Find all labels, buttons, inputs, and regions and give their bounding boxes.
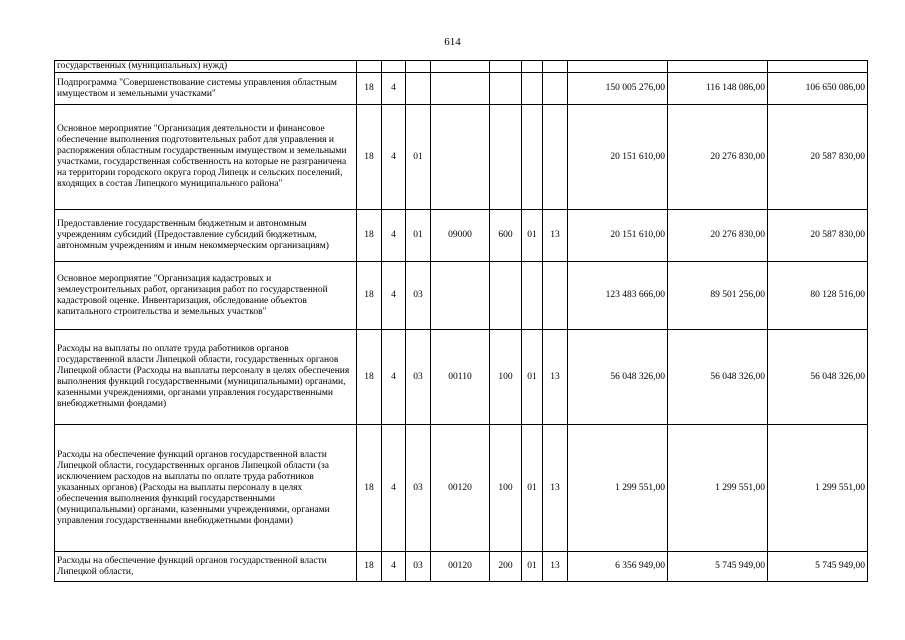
cell-glava: 18: [357, 425, 382, 552]
cell-code-2: 13: [543, 425, 568, 552]
cell-target-article: [431, 61, 490, 73]
cell-expense-type: [490, 262, 522, 330]
cell-code-1: 01: [522, 425, 543, 552]
cell-razdel: 4: [382, 262, 406, 330]
table-row: [55, 330, 868, 425]
cell-razdel: 4: [382, 105, 406, 210]
cell-amount-year-2: 20 276 830,00: [668, 210, 768, 262]
cell-podrazdel: 03: [406, 552, 431, 582]
row-description: Основное мероприятие "Организация кадастровых и землеустроительных работ, организация работ по государственной кадастровой оценке. Инвентаризация, обследование объектов капитального строительства и земельных участков": [55, 262, 357, 330]
cell-code-2: [543, 105, 568, 210]
table-row: [55, 262, 868, 330]
cell-amount-year-1: [568, 61, 668, 73]
cell-amount-year-2: 116 148 086,00: [668, 73, 768, 105]
cell-expense-type: 200: [490, 552, 522, 582]
table-row: [55, 552, 868, 582]
cell-expense-type: 100: [490, 330, 522, 425]
cell-podrazdel: 03: [406, 330, 431, 425]
cell-amount-year-2: 1 299 551,00: [668, 425, 768, 552]
cell-glava: 18: [357, 262, 382, 330]
cell-target-article: 00110: [431, 330, 490, 425]
cell-amount-year-3: 20 587 830,00: [768, 210, 868, 262]
table-row: [55, 425, 868, 552]
cell-target-article: 00120: [431, 425, 490, 552]
cell-amount-year-1: 56 048 326,00: [568, 330, 668, 425]
cell-amount-year-3: 80 128 516,00: [768, 262, 868, 330]
cell-expense-type: [490, 61, 522, 73]
row-description: государственных (муниципальных) нужд): [55, 61, 357, 73]
cell-code-1: [522, 61, 543, 73]
cell-razdel: 4: [382, 330, 406, 425]
cell-razdel: 4: [382, 425, 406, 552]
cell-code-1: [522, 73, 543, 105]
budget-table: [54, 60, 868, 582]
cell-code-1: 01: [522, 552, 543, 582]
cell-glava: 18: [357, 552, 382, 582]
table-row: [55, 73, 868, 105]
cell-amount-year-1: 20 151 610,00: [568, 105, 668, 210]
cell-amount-year-3: 106 650 086,00: [768, 73, 868, 105]
cell-podrazdel: 03: [406, 425, 431, 552]
cell-code-2: 13: [543, 552, 568, 582]
row-description: Расходы на обеспечение функций органов государственной власти Липецкой области, государственных органов Липецкой области (за исключением расходов на выплаты по оплате труда работников указанных органов) (Расходы на выплаты персоналу в целях обеспечения выполнения функций государственными (муниципальными) органами, казенными учреждениями, органами управления государственными внебюджетными фондами): [55, 425, 357, 552]
cell-code-2: 13: [543, 330, 568, 425]
cell-amount-year-1: 6 356 949,00: [568, 552, 668, 582]
cell-amount-year-1: 1 299 551,00: [568, 425, 668, 552]
page-number: 614: [444, 36, 461, 48]
cell-target-article: [431, 262, 490, 330]
row-description: Расходы на обеспечение функций органов государственной власти Липецкой области,: [55, 552, 357, 582]
row-description: Основное мероприятие "Организация деятельности и финансовое обеспечение выполнения подготовительных работ для управления и распоряжения областным государственным имуществом и земельными участками, государственная собственность на которые не разграничена на территории городского округа город Липецк и сельских поселений, входящих в состав Липецкого муниципального района": [55, 105, 357, 210]
cell-amount-year-3: 56 048 326,00: [768, 330, 868, 425]
cell-expense-type: [490, 73, 522, 105]
cell-amount-year-3: 20 587 830,00: [768, 105, 868, 210]
cell-code-1: [522, 262, 543, 330]
cell-glava: 18: [357, 330, 382, 425]
cell-target-article: [431, 73, 490, 105]
cell-expense-type: 100: [490, 425, 522, 552]
cell-expense-type: 600: [490, 210, 522, 262]
cell-target-article: 09000: [431, 210, 490, 262]
row-description: Предоставление государственным бюджетным и автономным учреждениям субсидий (Предоставление субсидий бюджетным, автономным учреждениям и иным некоммерческим организациям): [55, 210, 357, 262]
cell-razdel: 4: [382, 73, 406, 105]
cell-glava: 18: [357, 105, 382, 210]
cell-amount-year-1: 150 005 276,00: [568, 73, 668, 105]
cell-amount-year-1: 20 151 610,00: [568, 210, 668, 262]
cell-amount-year-3: [768, 61, 868, 73]
row-description: Подпрограмма "Совершенствование системы управления областным имуществом и земельными участками": [55, 73, 357, 105]
cell-code-1: 01: [522, 210, 543, 262]
cell-razdel: 4: [382, 552, 406, 582]
cell-code-2: [543, 73, 568, 105]
cell-amount-year-2: 20 276 830,00: [668, 105, 768, 210]
cell-amount-year-1: 123 483 666,00: [568, 262, 668, 330]
cell-razdel: [382, 61, 406, 73]
cell-razdel: 4: [382, 210, 406, 262]
cell-code-2: [543, 262, 568, 330]
cell-amount-year-2: 89 501 256,00: [668, 262, 768, 330]
cell-podrazdel: 01: [406, 105, 431, 210]
cell-amount-year-2: [668, 61, 768, 73]
cell-amount-year-2: 56 048 326,00: [668, 330, 768, 425]
cell-glava: 18: [357, 73, 382, 105]
cell-target-article: [431, 105, 490, 210]
cell-amount-year-2: 5 745 949,00: [668, 552, 768, 582]
table-row: [55, 61, 868, 73]
cell-target-article: 00120: [431, 552, 490, 582]
table-row: [55, 210, 868, 262]
cell-glava: 18: [357, 210, 382, 262]
cell-code-1: 01: [522, 330, 543, 425]
cell-podrazdel: 03: [406, 262, 431, 330]
cell-code-2: 13: [543, 210, 568, 262]
cell-podrazdel: 01: [406, 210, 431, 262]
cell-podrazdel: [406, 73, 431, 105]
cell-podrazdel: [406, 61, 431, 73]
cell-expense-type: [490, 105, 522, 210]
cell-amount-year-3: 1 299 551,00: [768, 425, 868, 552]
cell-glava: [357, 61, 382, 73]
cell-code-2: [543, 61, 568, 73]
table-row: [55, 105, 868, 210]
cell-amount-year-3: 5 745 949,00: [768, 552, 868, 582]
row-description: Расходы на выплаты по оплате труда работников органов государственной власти Липецкой области, государственных органов Липецкой области (Расходы на выплаты персоналу в целях обеспечения выполнения функций государственными (муниципальными) органами, казенными учреждениями, органами управления государственными внебюджетными фондами): [55, 330, 357, 425]
cell-code-1: [522, 105, 543, 210]
